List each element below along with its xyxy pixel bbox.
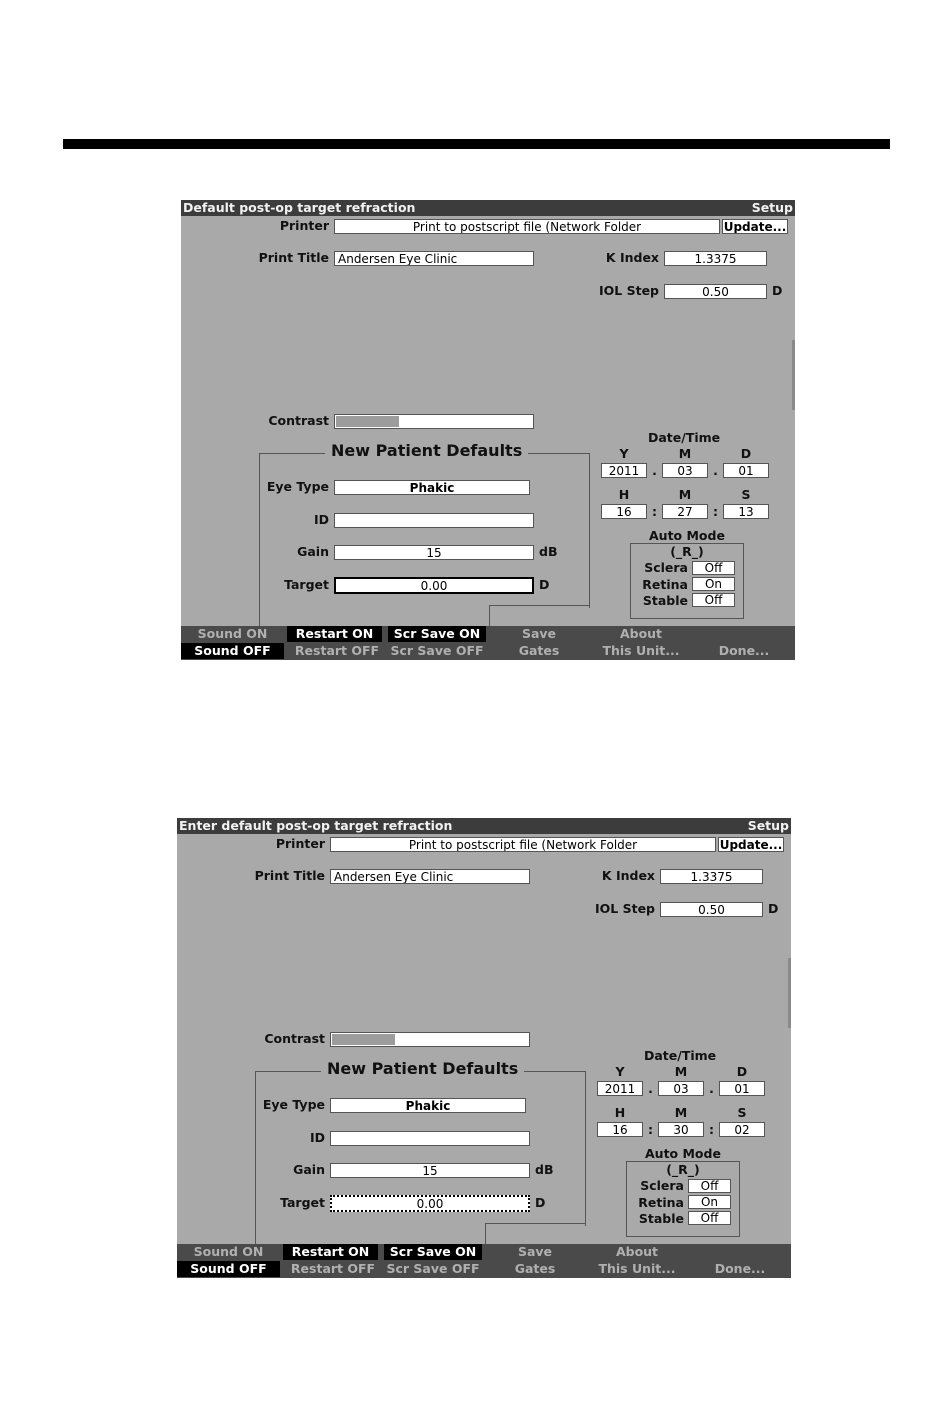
printer-label: Printer: [279, 218, 329, 233]
print-title-label: Print Title: [258, 250, 329, 265]
contrast-label: Contrast: [268, 413, 329, 428]
screen-title: Default post-op target refraction: [183, 200, 416, 215]
target-unit: D: [535, 1195, 546, 1210]
target-field[interactable]: 0.00: [334, 577, 534, 594]
date-separator-2: .: [709, 1081, 714, 1096]
setup-label: Setup: [751, 200, 793, 215]
year-label: Y: [619, 446, 629, 461]
save-gates-button-top[interactable]: Save: [521, 626, 557, 641]
contrast-slider[interactable]: [330, 1032, 530, 1047]
defaults-heading: New Patient Defaults: [325, 442, 528, 460]
hour-field[interactable]: 16: [597, 1122, 643, 1137]
date-separator-2: .: [713, 463, 718, 478]
title-bar: [181, 200, 795, 216]
eye-type-field[interactable]: Phakic: [334, 480, 530, 495]
time-separator-1: :: [652, 504, 657, 519]
date-separator-1: .: [648, 1081, 653, 1096]
restart-on-button[interactable]: Restart ON: [283, 1244, 378, 1260]
target-label: Target: [284, 577, 329, 592]
minute-label: M: [674, 1105, 688, 1120]
id-field[interactable]: [330, 1131, 530, 1146]
about-button-top[interactable]: About: [615, 1244, 659, 1259]
minute-label: M: [678, 487, 692, 502]
page-rule: [63, 139, 890, 149]
title-bar: [177, 818, 791, 834]
print-title-field[interactable]: Andersen Eye Clinic: [330, 869, 530, 884]
second-field[interactable]: 13: [723, 504, 769, 519]
k-index-label: K Index: [605, 250, 659, 265]
id-label: ID: [309, 1130, 325, 1145]
stable-toggle[interactable]: Off: [692, 593, 735, 607]
retina-toggle[interactable]: On: [688, 1195, 731, 1209]
retina-label: Retina: [642, 577, 688, 592]
scr-save-off-button[interactable]: Scr Save OFF: [386, 1261, 480, 1276]
restart-off-button[interactable]: Restart OFF: [294, 643, 380, 658]
time-separator-2: :: [713, 504, 718, 519]
contrast-slider-fill: [332, 1034, 395, 1045]
date-separator-1: .: [652, 463, 657, 478]
defaults-group-tab: [255, 1223, 486, 1245]
day-label: D: [740, 446, 752, 461]
screen-title: Enter default post-op target refraction: [179, 818, 453, 833]
printer-field[interactable]: Print to postscript file (Network Folder: [334, 219, 720, 234]
scrollbar[interactable]: [788, 958, 791, 1028]
day-field[interactable]: 01: [723, 463, 769, 478]
update-button[interactable]: Update...: [723, 220, 787, 234]
menu-bar: [181, 626, 795, 660]
auto-mode-sub: (_R_): [666, 1162, 700, 1177]
retina-label: Retina: [638, 1195, 684, 1210]
month-field[interactable]: 03: [662, 463, 708, 478]
stable-label: Stable: [638, 1211, 684, 1226]
setup-screen-1: [181, 200, 795, 660]
time-separator-1: :: [648, 1122, 653, 1137]
hour-label: H: [614, 1105, 626, 1120]
second-label: S: [737, 1105, 747, 1120]
stable-label: Stable: [642, 593, 688, 608]
gain-label: Gain: [297, 544, 329, 559]
year-field[interactable]: 2011: [601, 463, 647, 478]
print-title-label: Print Title: [254, 868, 325, 883]
scr-save-on-button[interactable]: Scr Save ON: [388, 626, 486, 642]
auto-mode-heading: Auto Mode: [645, 529, 729, 543]
printer-label: Printer: [275, 836, 325, 851]
done-button[interactable]: Done...: [714, 1261, 766, 1276]
sclera-toggle[interactable]: Off: [692, 561, 735, 575]
setup-screen-2: [177, 818, 791, 1278]
gain-field[interactable]: 15: [334, 545, 534, 560]
iol-step-field[interactable]: 0.50: [664, 284, 767, 299]
k-index-field[interactable]: 1.3375: [664, 251, 767, 266]
update-button[interactable]: Update...: [719, 838, 783, 852]
second-label: S: [741, 487, 751, 502]
defaults-group-step: [485, 1223, 586, 1225]
minute-field[interactable]: 27: [662, 504, 708, 519]
about-button-top[interactable]: About: [619, 626, 663, 641]
hour-field[interactable]: 16: [601, 504, 647, 519]
eye-type-label: Eye Type: [262, 1097, 325, 1112]
month-label: M: [678, 446, 692, 461]
target-field[interactable]: 0.00: [330, 1195, 530, 1212]
stable-toggle[interactable]: Off: [688, 1211, 731, 1225]
restart-off-button[interactable]: Restart OFF: [290, 1261, 376, 1276]
minute-field[interactable]: 30: [658, 1122, 704, 1137]
about-button-bottom[interactable]: This Unit...: [602, 643, 680, 658]
datetime-heading: Date/Time: [648, 430, 721, 445]
auto-mode-heading: Auto Mode: [641, 1147, 725, 1161]
save-gates-button-top[interactable]: Save: [517, 1244, 553, 1259]
sound-on-button[interactable]: Sound ON: [193, 1244, 264, 1259]
restart-on-button[interactable]: Restart ON: [287, 626, 382, 642]
sound-off-button[interactable]: Sound OFF: [181, 643, 284, 659]
iol-step-field[interactable]: 0.50: [660, 902, 763, 917]
auto-mode-sub: (_R_): [670, 544, 704, 559]
gain-field[interactable]: 15: [330, 1163, 530, 1178]
printer-field[interactable]: Print to postscript file (Network Folder: [330, 837, 716, 852]
defaults-group-step: [489, 605, 590, 607]
sclera-label: Sclera: [640, 1178, 684, 1193]
target-unit: D: [539, 577, 550, 592]
k-index-label: K Index: [601, 868, 655, 883]
year-field[interactable]: 2011: [597, 1081, 643, 1096]
day-label: D: [736, 1064, 748, 1079]
defaults-group-tab: [259, 605, 490, 627]
print-title-field[interactable]: Andersen Eye Clinic: [334, 251, 534, 266]
id-label: ID: [313, 512, 329, 527]
gain-unit: dB: [539, 544, 558, 559]
year-label: Y: [615, 1064, 625, 1079]
sound-off-button[interactable]: Sound OFF: [177, 1261, 280, 1277]
scr-save-off-button[interactable]: Scr Save OFF: [390, 643, 484, 658]
save-gates-button-bottom[interactable]: Gates: [518, 643, 560, 658]
eye-type-field[interactable]: Phakic: [330, 1098, 526, 1113]
gain-label: Gain: [293, 1162, 325, 1177]
target-label: Target: [280, 1195, 325, 1210]
scrollbar[interactable]: [792, 340, 795, 410]
k-index-field[interactable]: 1.3375: [660, 869, 763, 884]
eye-type-label: Eye Type: [266, 479, 329, 494]
menu-bar: [177, 1244, 791, 1278]
retina-toggle[interactable]: On: [692, 577, 735, 591]
scr-save-on-button[interactable]: Scr Save ON: [384, 1244, 482, 1260]
defaults-heading: New Patient Defaults: [321, 1060, 524, 1078]
iol-step-label: IOL Step: [595, 901, 655, 916]
month-label: M: [674, 1064, 688, 1079]
id-field[interactable]: [334, 513, 534, 528]
day-field[interactable]: 01: [719, 1081, 765, 1096]
contrast-label: Contrast: [264, 1031, 325, 1046]
time-separator-2: :: [709, 1122, 714, 1137]
contrast-slider[interactable]: [334, 414, 534, 429]
contrast-slider-fill: [336, 416, 399, 427]
iol-step-unit: D: [768, 901, 779, 916]
sclera-toggle[interactable]: Off: [688, 1179, 731, 1193]
setup-label: Setup: [747, 818, 789, 833]
gain-unit: dB: [535, 1162, 554, 1177]
save-gates-button-bottom[interactable]: Gates: [514, 1261, 556, 1276]
hour-label: H: [618, 487, 630, 502]
about-button-bottom[interactable]: This Unit...: [598, 1261, 676, 1276]
datetime-heading: Date/Time: [644, 1048, 717, 1063]
month-field[interactable]: 03: [658, 1081, 704, 1096]
iol-step-label: IOL Step: [599, 283, 659, 298]
done-button[interactable]: Done...: [718, 643, 770, 658]
iol-step-unit: D: [772, 283, 783, 298]
sclera-label: Sclera: [644, 560, 688, 575]
second-field[interactable]: 02: [719, 1122, 765, 1137]
sound-on-button[interactable]: Sound ON: [197, 626, 268, 641]
